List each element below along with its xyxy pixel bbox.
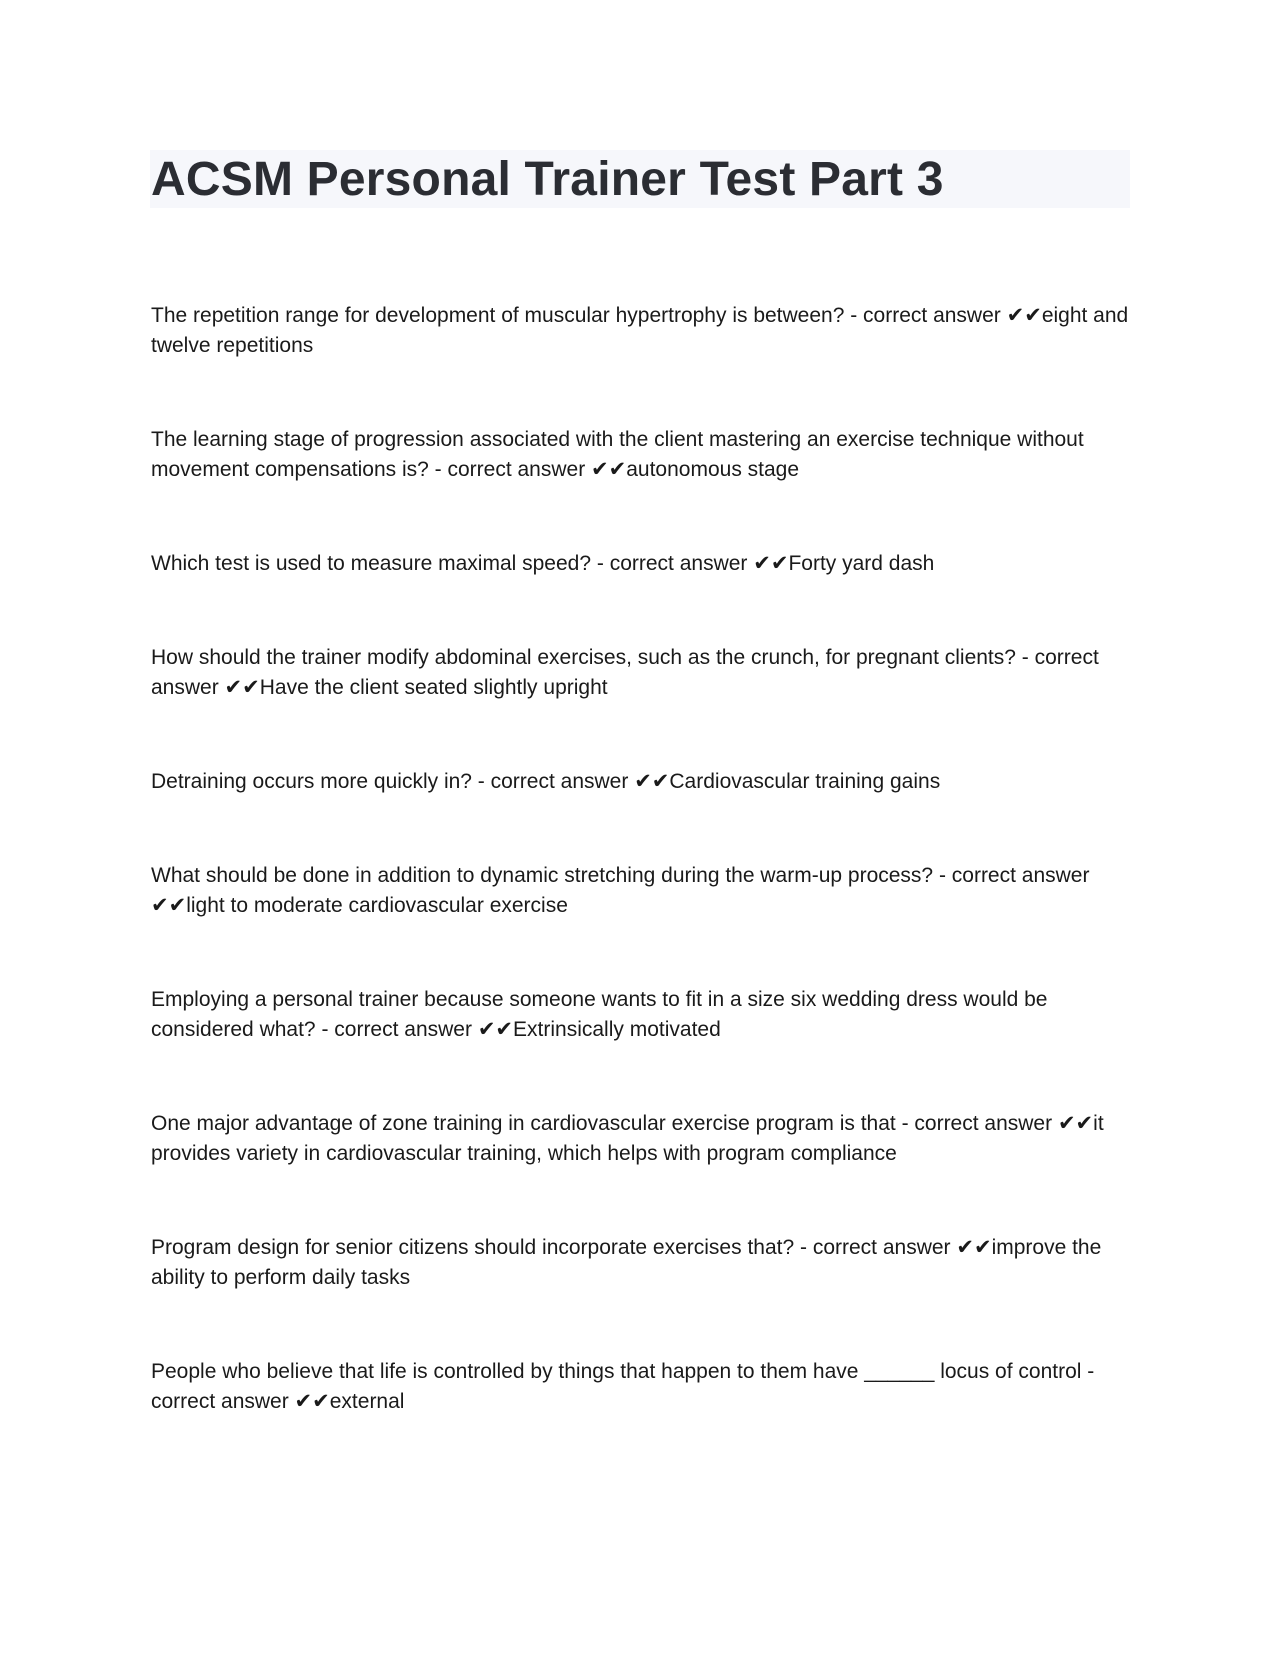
qa-item (151, 425, 1131, 485)
double-check-icon: ✔✔ (224, 676, 260, 699)
answer-separator: - correct answer (933, 864, 1090, 887)
answer-text: light to moderate cardiovascular exercise (186, 894, 568, 917)
question-text: One major advantage of zone training in cardiovascular exercise program is that (151, 1112, 896, 1135)
qa-item (151, 1109, 1131, 1169)
double-check-icon: ✔✔ (753, 552, 789, 575)
question-text: What should be done in addition to dynamic stretching during the warm-up process? (151, 864, 934, 887)
double-check-icon: ✔✔ (151, 894, 187, 917)
answer-separator: - correct answer (428, 458, 592, 481)
answer-text: Cardiovascular training gains (669, 770, 941, 793)
answer-separator: - correct answer (591, 552, 754, 575)
answer-separator: - correct answer (151, 646, 1099, 699)
double-check-icon: ✔✔ (294, 1390, 330, 1413)
question-text: The learning stage of progression associated with the client mastering an exercise technique without movement compensations is? (151, 428, 1084, 481)
qa-item (151, 767, 1131, 797)
answer-text: Have the client seated slightly upright (259, 676, 608, 699)
question-text: People who believe that life is controlled by things that happen to them have ______ locus of control (151, 1360, 1082, 1383)
answer-text: autonomous stage (626, 458, 800, 481)
double-check-icon: ✔✔ (1006, 304, 1042, 327)
double-check-icon: ✔✔ (956, 1236, 992, 1259)
question-text: The repetition range for development of muscular hypertrophy is between? (151, 304, 845, 327)
page-title: ACSM Personal Trainer Test Part 3 (151, 153, 944, 206)
answer-separator: - correct answer (471, 770, 635, 793)
question-text: How should the trainer modify abdominal exercises, such as the crunch, for pregnant clients? (151, 646, 1016, 669)
answer-text: eight and twelve repetitions (151, 304, 1129, 357)
answer-text: external (329, 1390, 405, 1413)
question-text: Program design for senior citizens should incorporate exercises that? (151, 1236, 795, 1259)
question-answer-list (151, 301, 1131, 1481)
question-text: Employing a personal trainer because someone wants to fit in a size six wedding dress would be considered what? (151, 988, 1048, 1041)
answer-separator: - correct answer (151, 1360, 1095, 1413)
answer-text: Forty yard dash (788, 552, 935, 575)
qa-item (151, 861, 1131, 921)
question-text: Which test is used to measure maximal speed? (151, 552, 592, 575)
qa-item (151, 549, 1131, 579)
double-check-icon: ✔✔ (591, 458, 627, 481)
qa-item (151, 1233, 1131, 1293)
answer-separator: - correct answer (895, 1112, 1058, 1135)
double-check-icon: ✔✔ (1057, 1112, 1094, 1135)
qa-item (151, 301, 1131, 361)
answer-separator: - correct answer (794, 1236, 957, 1259)
double-check-icon: ✔✔ (477, 1018, 514, 1041)
question-text: Detraining occurs more quickly in? (151, 770, 472, 793)
answer-text: Extrinsically motivated (513, 1018, 721, 1041)
qa-item (151, 643, 1131, 703)
qa-item (151, 1357, 1131, 1417)
qa-item (151, 985, 1131, 1045)
answer-separator: - correct answer (844, 304, 1007, 327)
answer-separator: - correct answer (315, 1018, 478, 1041)
answer-text: it provides variety in cardiovascular training, which helps with program compliance (151, 1112, 1104, 1165)
double-check-icon: ✔✔ (634, 770, 670, 793)
answer-text: improve the ability to perform daily tasks (151, 1236, 1102, 1289)
